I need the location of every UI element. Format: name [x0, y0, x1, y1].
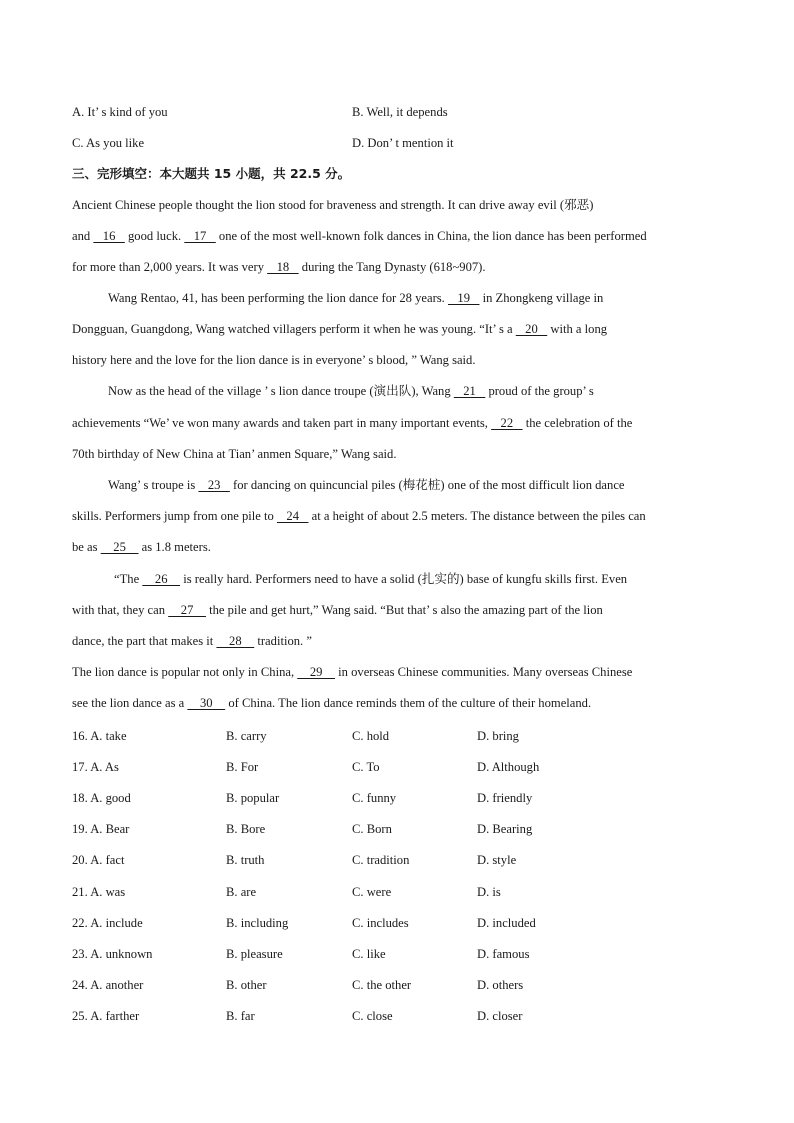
choice-c: C. Born — [352, 822, 392, 836]
option-d: D. Don’ t mention it — [352, 136, 454, 150]
passage-line — [72, 351, 722, 369]
question-row-23 — [72, 945, 722, 963]
choice-a: 23. A. unknown — [72, 947, 153, 961]
blank-18: 18 — [267, 260, 299, 274]
passage-text: “The — [114, 572, 143, 586]
passage-text: in overseas Chinese communities. Many overseas Chinese — [335, 665, 633, 679]
blank-21: 21 — [453, 384, 486, 398]
passage-line — [72, 694, 722, 712]
passage-text: The lion dance is popular not only in China, — [72, 665, 298, 679]
blank-28: 28 — [216, 634, 255, 648]
choice-b: B. For — [226, 760, 259, 774]
passage-text: one of the most well-known folk dances in China, the lion dance has been performed — [215, 229, 647, 243]
blank-30: 30 — [187, 696, 226, 710]
choice-d: D. is — [477, 885, 501, 899]
passage-text: proud of the group’ s — [485, 384, 594, 398]
passage-line — [72, 632, 722, 650]
choice-c: C. funny — [352, 791, 397, 805]
passage-line — [72, 445, 722, 463]
choice-b: B. other — [226, 978, 267, 992]
passage-text: dance, the part that makes it — [72, 634, 217, 648]
passage-text: Ancient Chinese people thought the lion stood for braveness and strength. It can drive away evil (邪恶) — [72, 198, 594, 212]
choice-c: C. close — [352, 1009, 393, 1023]
blank-29: 29 — [297, 665, 336, 679]
choice-d: D. others — [477, 978, 524, 992]
passage-line — [72, 196, 722, 214]
passage-line — [72, 663, 722, 681]
blank-20: 20 — [515, 322, 548, 336]
choice-c: C. were — [352, 885, 392, 899]
choice-d: D. style — [477, 853, 517, 867]
passage-line — [72, 601, 722, 619]
choice-d: D. included — [477, 916, 536, 930]
choice-c: C. To — [352, 760, 380, 774]
choice-d: D. friendly — [477, 791, 533, 805]
passage-line — [72, 258, 722, 276]
choice-b: B. truth — [226, 853, 265, 867]
passage-text: during the Tang Dynasty (618~907). — [298, 260, 486, 274]
choice-b: B. are — [226, 885, 257, 899]
passage-line — [114, 570, 728, 588]
question-row-25 — [72, 1007, 722, 1025]
passage-line — [72, 414, 722, 432]
passage-text: see the lion dance as a — [72, 696, 188, 710]
blank-23: 23 — [198, 478, 230, 492]
passage-text: be as — [72, 540, 101, 554]
passage-line — [72, 320, 722, 338]
question-row-24 — [72, 976, 722, 994]
section-heading: 三、完形填空：本大题共 15 小题，共 22.5 分。 — [72, 166, 351, 181]
question-row-19 — [72, 820, 722, 838]
passage-text: skills. Performers jump from one pile to — [72, 509, 277, 523]
choice-c: C. tradition — [352, 853, 410, 867]
passage-text: Wang’ s troupe is — [108, 478, 199, 492]
choice-d: D. Although — [477, 760, 540, 774]
blank-17: 17 — [184, 229, 216, 243]
passage-text: as 1.8 meters. — [138, 540, 211, 554]
choice-a: 25. A. farther — [72, 1009, 140, 1023]
passage-text: the celebration of the — [522, 416, 633, 430]
choice-c: C. the other — [352, 978, 412, 992]
passage-text: of China. The lion dance reminds them of the culture of their homeland. — [225, 696, 592, 710]
blank-24: 24 — [276, 509, 309, 523]
passage-text: Dongguan, Guangdong, Wang watched villagers perform it when he was young. “It’ s a — [72, 322, 516, 336]
blank-16: 16 — [93, 229, 125, 243]
question-row-17 — [72, 758, 722, 776]
passage-line — [108, 476, 722, 494]
passage-line — [72, 538, 722, 556]
blank-19: 19 — [447, 291, 480, 305]
choice-a: 18. A. good — [72, 791, 131, 805]
choice-a: 22. A. include — [72, 916, 143, 930]
option-c: C. As you like — [72, 136, 145, 150]
question-row-22 — [72, 914, 722, 932]
question-row-20 — [72, 851, 722, 869]
question-row-21 — [72, 883, 722, 901]
choice-b: B. carry — [226, 729, 267, 743]
question-row-16 — [72, 727, 722, 745]
passage-text: is really hard. Performers need to have a solid (扎实的) base of kungfu skills first. Even — [180, 572, 628, 586]
passage-line — [108, 289, 722, 307]
choice-a: 20. A. fact — [72, 853, 125, 867]
passage-text: achievements “We’ ve won many awards and taken part in many important events, — [72, 416, 492, 430]
choice-a: 17. A. As — [72, 760, 119, 774]
blank-25: 25 — [100, 540, 139, 554]
choice-d: D. Bearing — [477, 822, 533, 836]
passage-text: with a long — [547, 322, 608, 336]
choice-c: C. includes — [352, 916, 409, 930]
blank-22: 22 — [491, 416, 523, 430]
blank-26: 26 — [142, 572, 181, 586]
passage-text: at a height of about 2.5 meters. The distance between the piles can — [308, 509, 646, 523]
choice-d: D. closer — [477, 1009, 523, 1023]
passage-text: the pile and get hurt,” Wang said. “But that’ s also the amazing part of the lion — [205, 603, 603, 617]
passage-text: 70th birthday of New China at Tian’ anmen Square,” Wang said. — [72, 447, 397, 461]
passage-line — [72, 507, 722, 525]
choice-c: C. hold — [352, 729, 390, 743]
passage-text: for more than 2,000 years. It was very — [72, 260, 268, 274]
choice-b: B. far — [226, 1009, 255, 1023]
choice-b: B. including — [226, 916, 289, 930]
passage-text: and — [72, 229, 94, 243]
choice-a: 21. A. was — [72, 885, 126, 899]
passage-line — [72, 227, 722, 245]
passage-line — [108, 382, 722, 400]
choice-d: D. famous — [477, 947, 530, 961]
choice-c: C. like — [352, 947, 386, 961]
passage-text: in Zhongkeng village in — [479, 291, 604, 305]
passage-text: Wang Rentao, 41, has been performing the lion dance for 28 years. — [108, 291, 448, 305]
option-b: B. Well, it depends — [352, 105, 448, 119]
choice-b: B. pleasure — [226, 947, 283, 961]
blank-27: 27 — [168, 603, 206, 617]
option-a: A. It’ s kind of you — [72, 105, 168, 119]
passage-text: tradition. ” — [254, 634, 312, 648]
choice-d: D. bring — [477, 729, 519, 743]
choice-a: 24. A. another — [72, 978, 144, 992]
passage-text: history here and the love for the lion dance is in everyone’ s blood, ” Wang said. — [72, 353, 476, 367]
passage-text: for dancing on quincuncial piles (梅花桩) one of the most difficult lion dance — [229, 478, 625, 492]
passage-text: Now as the head of the village ’ s lion dance troupe (演出队), Wang — [108, 384, 454, 398]
choice-a: 19. A. Bear — [72, 822, 130, 836]
choice-b: B. popular — [226, 791, 280, 805]
passage-text: good luck. — [124, 229, 185, 243]
choice-b: B. Bore — [226, 822, 266, 836]
question-row-18 — [72, 789, 722, 807]
passage-text: with that, they can — [72, 603, 169, 617]
choice-a: 16. A. take — [72, 729, 127, 743]
